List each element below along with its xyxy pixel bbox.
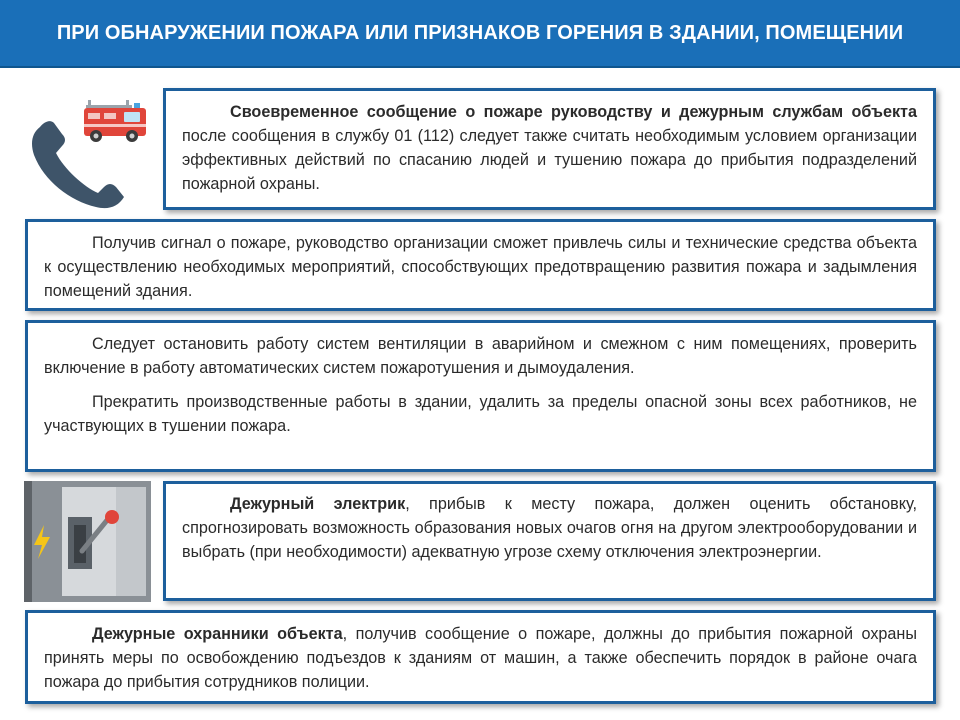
info-box-ventilation	[25, 320, 936, 472]
info-box-notification	[163, 88, 936, 210]
info-box-electrician	[163, 481, 936, 601]
bold-lead: Дежурный электрик	[230, 495, 406, 513]
electrical-switch-icon	[24, 481, 151, 602]
info-box-management	[25, 219, 936, 311]
paragraph-text: после сообщения в службу 01 (112) следует также считать необходимым условием организации эффективных действий по спасанию людей и тушению пожара до прибытия подразделений пожарной охраны.	[182, 127, 917, 193]
paragraph	[44, 622, 917, 694]
paragraph-text: Прекратить производственные работы в здании, удалить за пределы опасной зоны всех работников, не участвующих в тушении пожара.	[44, 393, 917, 435]
paragraph	[182, 100, 917, 196]
paragraph-text: , прибыв к месту пожара, должен оценить обстановку, спрогнозировать возможность образования новых очагов огня на другом электрооборудовании и выбрать (при необходимости) адекватную угрозе схему отключения электроэнергии.	[182, 495, 917, 561]
bold-lead: Дежурные охранники объекта	[92, 625, 343, 643]
phone-icon	[26, 99, 161, 209]
fire-truck-icon	[84, 100, 146, 142]
bold-lead: Своевременное сообщение о пожаре руководству и дежурным службам объекта	[230, 103, 917, 121]
paragraph-text: Следует остановить работу систем вентиляции в аварийном и смежном с ним помещениях, проверить включение в работу автоматических систем пожаротушения и дымоудаления.	[44, 335, 917, 377]
paragraph-text: , получив сообщение о пожаре, должны до прибытия пожарной охраны принять меры по освобождению подъездов к зданиям от машин, а также обеспечить порядок в районе очага пожара до прибытия сотрудников полиции.	[44, 625, 918, 691]
page-title: ПРИ ОБНАРУЖЕНИИ ПОЖАРА ИЛИ ПРИЗНАКОВ ГОРЕНИЯ В ЗДАНИИ, ПОМЕЩЕНИИ	[56, 21, 904, 44]
paragraph-text: Получив сигнал о пожаре, руководство организации сможет привлечь силы и технические средства объекта к осуществлению необходимых мероприятий, способствующих предотвращению развития пожара и задымления помещений здания.	[44, 234, 917, 300]
paragraph	[182, 492, 917, 564]
header-bar	[0, 0, 960, 68]
info-box-security	[25, 610, 936, 704]
